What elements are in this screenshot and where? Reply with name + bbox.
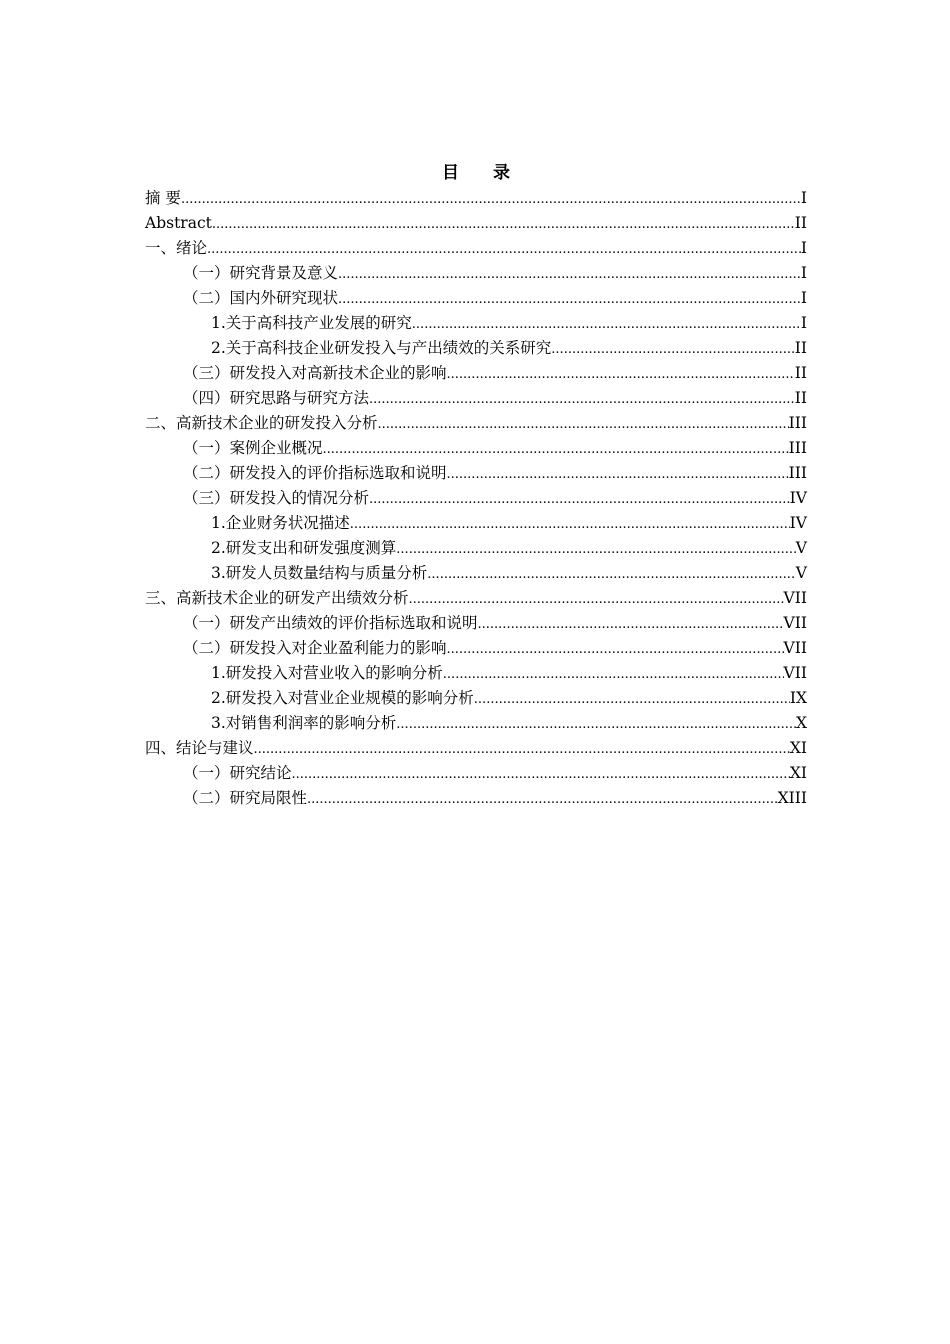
- table-of-contents: [145, 160, 807, 811]
- toc-entry-page-number: II: [794, 339, 807, 357]
- toc-entry[interactable]: [145, 336, 807, 361]
- toc-entry-page-number: I: [800, 264, 807, 282]
- toc-entry[interactable]: [145, 286, 807, 311]
- toc-leader-dots: [412, 312, 801, 337]
- toc-entry[interactable]: [145, 186, 807, 211]
- toc-entry-label: 二、高新技术企业的研发投入分析: [145, 414, 378, 432]
- toc-entry-label: （三）研发投入对高新技术企业的影响: [183, 364, 447, 382]
- toc-entry-label: （一）案例企业概况: [183, 439, 323, 457]
- toc-entry[interactable]: [145, 236, 807, 261]
- toc-entry[interactable]: [145, 711, 807, 736]
- toc-leader-dots: [350, 512, 790, 537]
- toc-entry[interactable]: [145, 536, 807, 561]
- toc-entry-label: （二）国内外研究现状: [183, 289, 339, 307]
- toc-entry-page-number: II: [794, 214, 807, 232]
- toc-entry[interactable]: [145, 686, 807, 711]
- toc-list: [145, 186, 807, 811]
- toc-entry-page-number: IV: [789, 514, 807, 532]
- toc-leader-dots: [212, 212, 795, 237]
- toc-entry-page-number: II: [794, 364, 807, 382]
- toc-leader-dots: [447, 637, 784, 662]
- toc-entry[interactable]: [145, 636, 807, 661]
- toc-leader-dots: [181, 187, 801, 212]
- toc-entry-label: 3.研发人员数量结构与质量分析: [211, 564, 428, 582]
- toc-entry-page-number: II: [794, 389, 807, 407]
- toc-entry-page-number: VII: [783, 639, 807, 657]
- toc-leader-dots: [323, 437, 789, 462]
- toc-leader-dots: [338, 287, 801, 312]
- toc-entry-label: （二）研发投入的评价指标选取和说明: [183, 464, 447, 482]
- toc-leader-dots: [443, 662, 784, 687]
- toc-leader-dots: [369, 487, 790, 512]
- toc-entry-label: （二）研发投入对企业盈利能力的影响: [183, 639, 447, 657]
- toc-entry-label: Abstract: [145, 214, 212, 232]
- toc-entry[interactable]: [145, 661, 807, 686]
- toc-title: 目 录: [442, 163, 524, 183]
- toc-leader-dots: [338, 262, 801, 287]
- toc-entry[interactable]: [145, 786, 807, 811]
- toc-entry-label: 摘 要: [145, 189, 181, 207]
- toc-entry-label: （二）研究局限性: [183, 789, 308, 807]
- toc-entry-page-number: VII: [783, 589, 807, 607]
- toc-entry[interactable]: [145, 736, 807, 761]
- toc-entry-label: 1.研发投入对营业收入的影响分析: [211, 664, 443, 682]
- toc-leader-dots: [307, 787, 778, 812]
- toc-entry-page-number: VII: [783, 614, 807, 632]
- toc-entry-page-number: XI: [789, 739, 807, 757]
- toc-entry[interactable]: [145, 486, 807, 511]
- toc-entry[interactable]: [145, 261, 807, 286]
- toc-entry[interactable]: [145, 611, 807, 636]
- toc-entry-label: 2.研发支出和研发强度测算: [211, 539, 397, 557]
- toc-leader-dots: [396, 712, 796, 737]
- toc-entry-page-number: XIII: [777, 789, 807, 807]
- toc-entry-label: 3.对销售利润率的影响分析: [211, 714, 397, 732]
- toc-leader-dots: [378, 412, 789, 437]
- toc-entry[interactable]: [145, 511, 807, 536]
- toc-entry-page-number: I: [800, 189, 807, 207]
- toc-entry-label: 一、绪论: [145, 239, 208, 257]
- toc-entry[interactable]: [145, 361, 807, 386]
- toc-entry[interactable]: [145, 586, 807, 611]
- toc-entry[interactable]: [145, 436, 807, 461]
- toc-leader-dots: [207, 237, 801, 262]
- toc-entry-page-number: I: [800, 289, 807, 307]
- toc-entry-label: 三、高新技术企业的研发产出绩效分析: [145, 589, 409, 607]
- toc-entry-page-number: III: [788, 464, 807, 482]
- toc-entry-page-number: I: [800, 239, 807, 257]
- toc-leader-dots: [427, 562, 796, 587]
- toc-entry[interactable]: [145, 461, 807, 486]
- toc-entry-page-number: III: [788, 414, 807, 432]
- toc-entry-page-number: VII: [783, 664, 807, 682]
- toc-entry-label: （三）研发投入的情况分析: [183, 489, 370, 507]
- toc-entry-label: 四、结论与建议: [145, 739, 254, 757]
- toc-entry-label: 1.关于高科技产业发展的研究: [211, 314, 412, 332]
- toc-leader-dots: [409, 587, 784, 612]
- toc-entry-page-number: V: [795, 564, 807, 582]
- toc-entry[interactable]: [145, 311, 807, 336]
- toc-entry-page-number: IX: [789, 689, 807, 707]
- toc-entry-label: 2.研发投入对营业企业规模的影响分析: [211, 689, 474, 707]
- toc-leader-dots: [478, 612, 784, 637]
- toc-leader-dots: [396, 537, 796, 562]
- toc-leader-dots: [447, 362, 795, 387]
- toc-leader-dots: [551, 337, 794, 362]
- toc-leader-dots: [369, 387, 795, 412]
- toc-entry-page-number: III: [788, 439, 807, 457]
- toc-entry-page-number: X: [795, 714, 807, 732]
- toc-entry-label: 2.关于高科技企业研发投入与产出绩效的关系研究: [211, 339, 552, 357]
- toc-entry-page-number: I: [800, 314, 807, 332]
- toc-entry-label: 1.企业财务状况描述: [211, 514, 350, 532]
- toc-entry[interactable]: [145, 411, 807, 436]
- toc-entry-label: （四）研究思路与研究方法: [183, 389, 370, 407]
- toc-entry[interactable]: [145, 761, 807, 786]
- toc-entry[interactable]: [145, 211, 807, 236]
- toc-entry-label: （一）研究结论: [183, 764, 292, 782]
- toc-entry[interactable]: [145, 561, 807, 586]
- toc-entry-page-number: V: [795, 539, 807, 557]
- toc-entry-page-number: XI: [789, 764, 807, 782]
- toc-entry-label: （一）研究背景及意义: [183, 264, 339, 282]
- toc-leader-dots: [292, 762, 790, 787]
- toc-leader-dots: [254, 737, 790, 762]
- toc-entry-page-number: IV: [789, 489, 807, 507]
- toc-entry-label: （一）研发产出绩效的评价指标选取和说明: [183, 614, 478, 632]
- toc-entry[interactable]: [145, 386, 807, 411]
- toc-leader-dots: [447, 462, 789, 487]
- toc-leader-dots: [474, 687, 790, 712]
